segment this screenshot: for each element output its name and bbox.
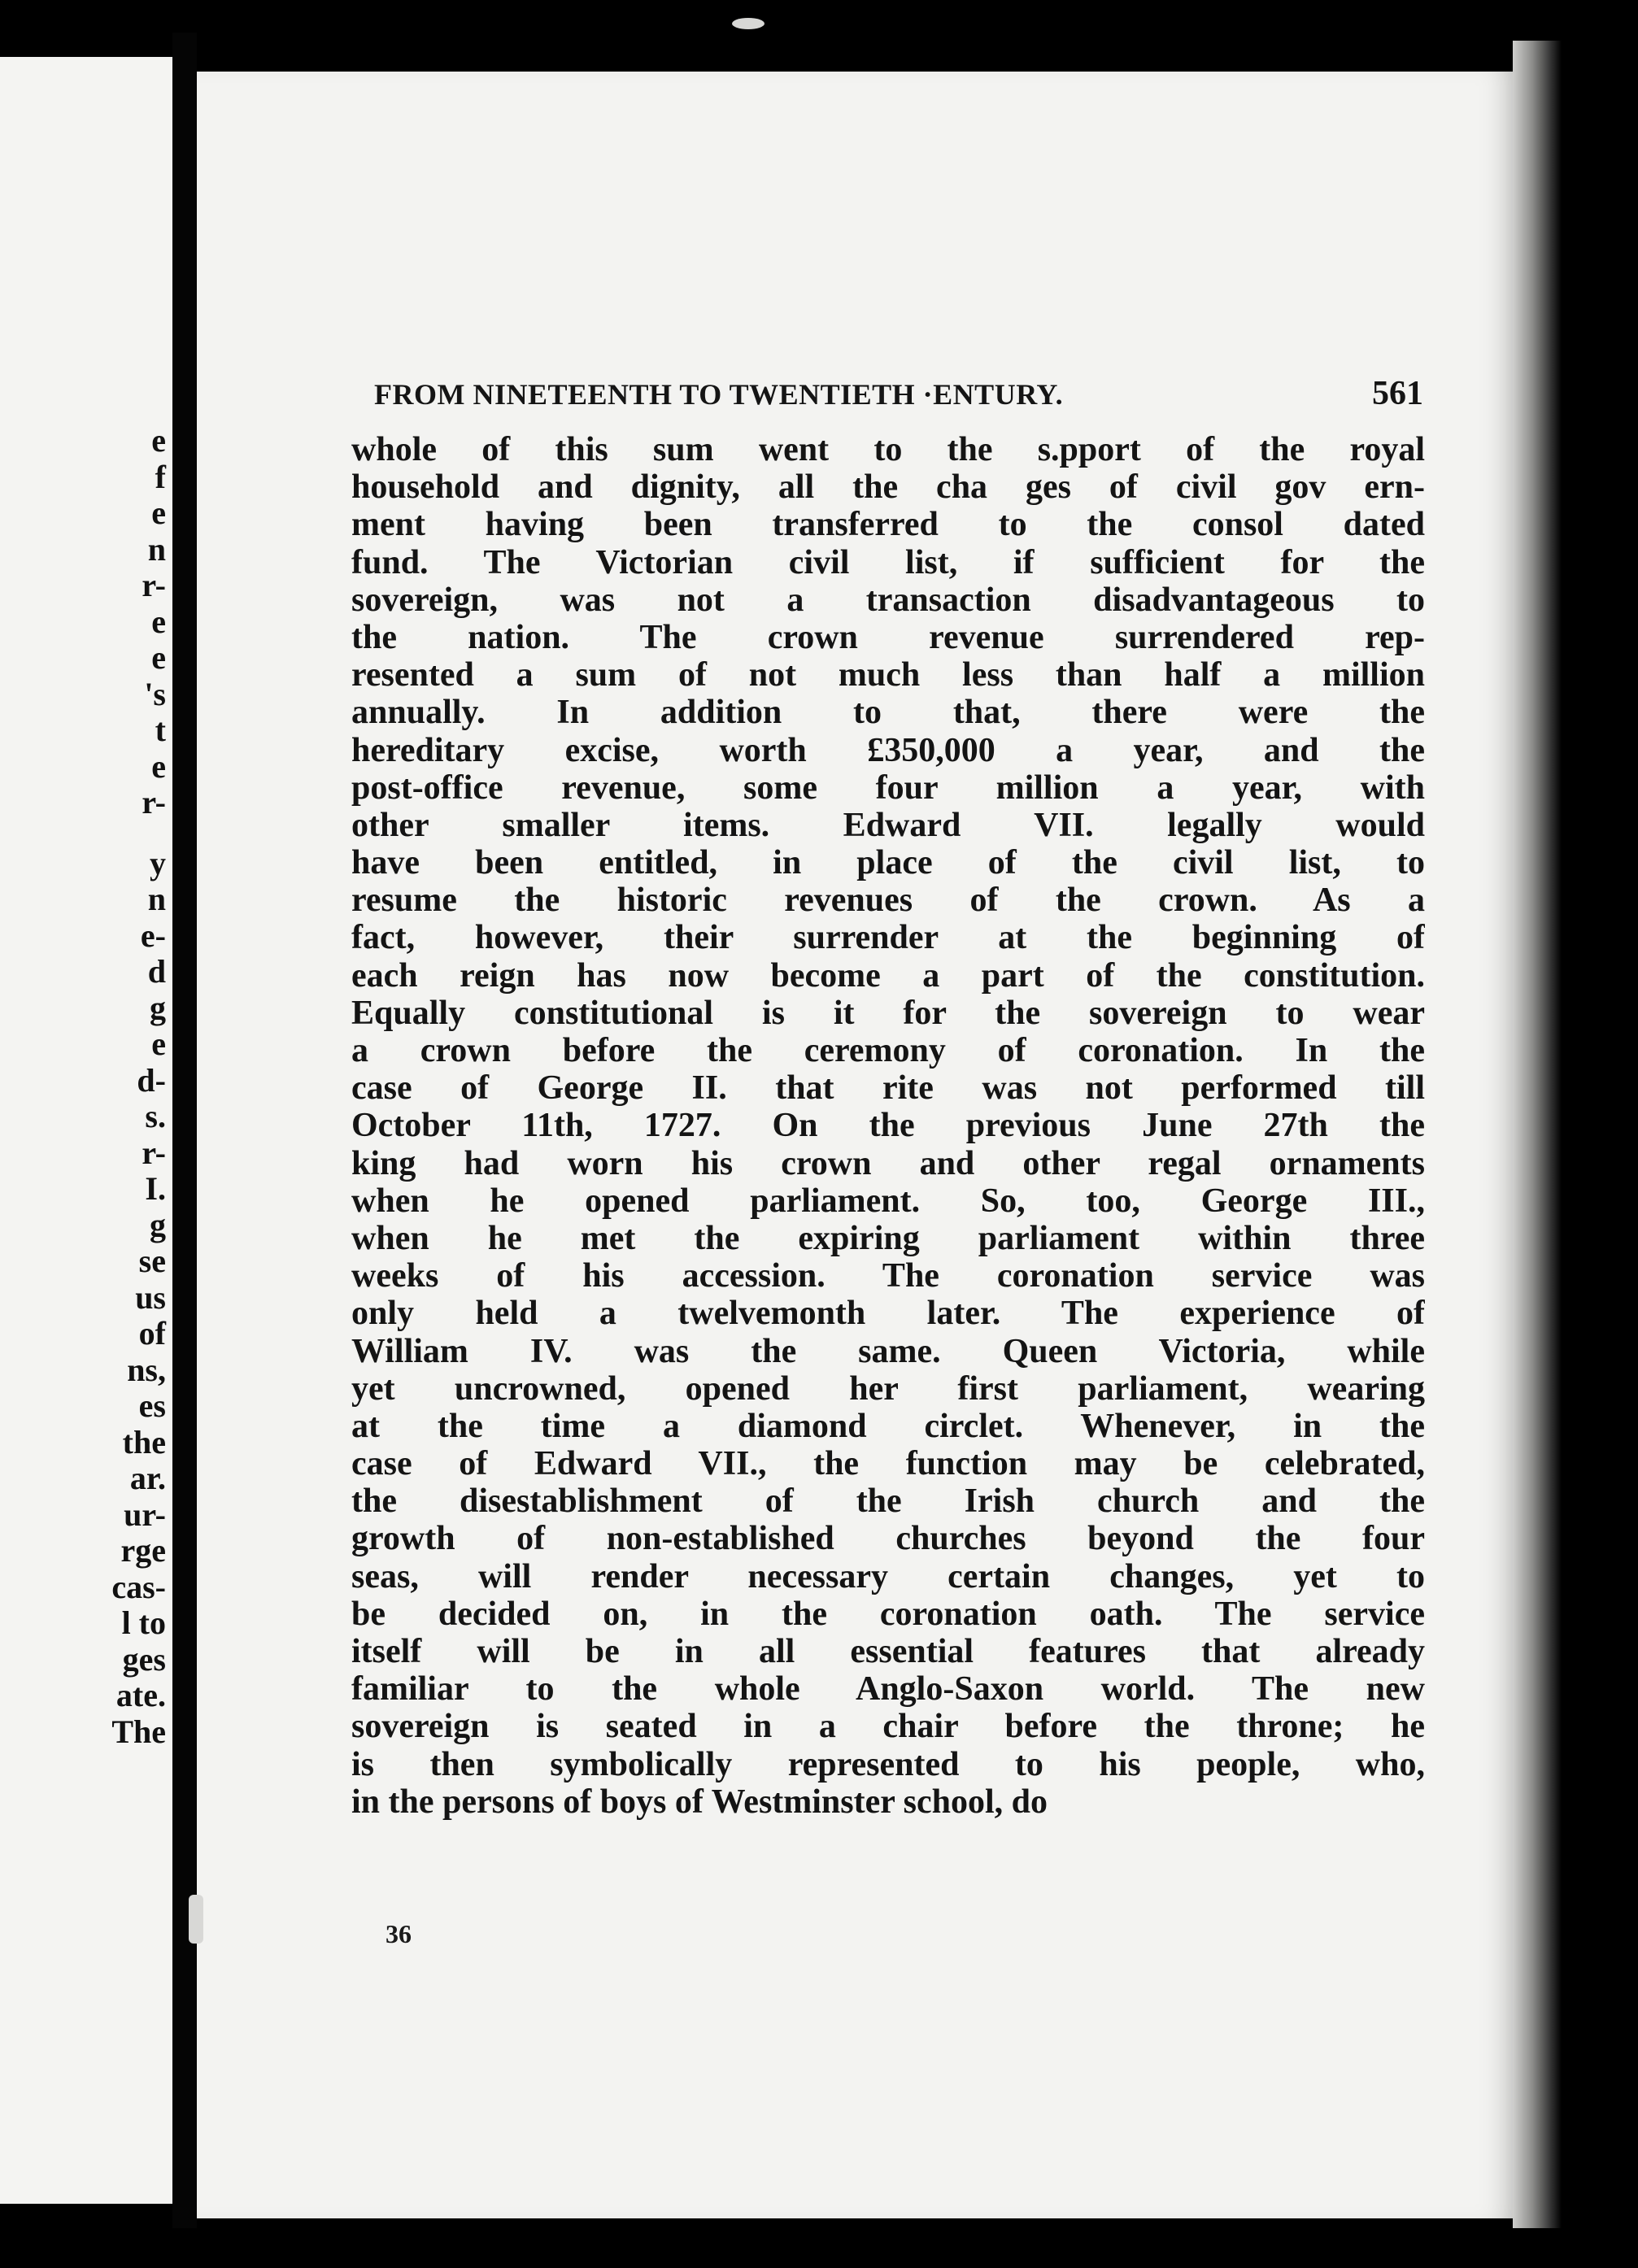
previous-page-fragment-line: ns, — [127, 1351, 166, 1388]
previous-page-fragment-line: ar. — [129, 1460, 166, 1496]
previous-page-fragment-line: of — [138, 1315, 166, 1352]
scan-speck — [732, 18, 765, 29]
text-line: case of George II. that rite was not performed till — [351, 1069, 1425, 1108]
previous-page-fragment-line: rge — [120, 1532, 166, 1569]
text-line: yet uncrowned, opened her first parliament, wearing — [351, 1369, 1425, 1408]
text-line: fund. The Victorian civil list, if sufficient for the — [351, 543, 1425, 581]
previous-page-fragment-line: n — [147, 881, 166, 917]
previous-page-fragment-line: us — [135, 1278, 166, 1316]
text-line: William IV. was the same. Queen Victoria, while — [351, 1332, 1425, 1370]
text-line: familiar to the whole Anglo-Saxon world. The new — [351, 1670, 1425, 1709]
text-line: the nation. The crown revenue surrendered rep- — [351, 618, 1425, 656]
book-page — [197, 72, 1539, 2218]
text-line: fact, however, their surrender at the beginning of — [351, 919, 1425, 957]
previous-page-fragment-line: g — [150, 989, 166, 1026]
running-head — [374, 374, 1423, 413]
previous-page-fragment — [0, 57, 172, 2204]
previous-page-fragment-line: l to — [121, 1604, 166, 1641]
previous-page-fragment-line: ur- — [124, 1495, 166, 1533]
page-number: 561 — [1372, 375, 1423, 412]
text-line: king had worn his crown and other regal ornaments — [351, 1144, 1425, 1182]
text-line: October 11th, 1727. On the previous June 27th the — [351, 1107, 1425, 1145]
text-line: ment having been transferred to the consol dated — [351, 506, 1425, 544]
text-line: when he opened parliament. So, too, George III., — [351, 1182, 1425, 1220]
previous-page-fragment-line: ate. — [115, 1677, 166, 1713]
text-line: growth of non-established churches beyond the four — [351, 1520, 1425, 1558]
text-line: weeks of his accession. The coronation service was — [351, 1257, 1425, 1295]
text-line: household and dignity, all the cha ges of civil gov ern- — [351, 468, 1425, 507]
body-text — [351, 431, 1425, 1821]
text-line: case of Edward VII., the function may be celebrated, — [351, 1445, 1425, 1483]
text-line: have been entitled, in place of the civil list, to — [351, 844, 1425, 882]
previous-page-fragment-line: I. — [145, 1170, 166, 1207]
text-line: be decided on, in the coronation oath. The service — [351, 1595, 1425, 1633]
text-line: resented a sum of not much less than half a million — [351, 656, 1425, 694]
text-line: only held a twelvemonth later. The experience of — [351, 1295, 1425, 1333]
previous-page-fragment-line: e — [151, 1025, 166, 1062]
previous-page-fragment-line: se — [138, 1243, 166, 1279]
signature-mark: 36 — [386, 1919, 412, 1948]
scan-speck — [189, 1895, 203, 1944]
previous-page-fragment-line: n — [147, 530, 166, 568]
previous-page-fragment-line: e — [151, 422, 166, 459]
text-line: Equally constitutional is it for the sovereign to wear — [351, 994, 1425, 1032]
text-line: seas, will render necessary certain changes, yet to — [351, 1557, 1425, 1595]
previous-page-fragment-line: cas- — [111, 1568, 166, 1605]
previous-page-fragment-line: e — [151, 639, 166, 676]
text-line: resume the historic revenues of the crown. As a — [351, 882, 1425, 920]
text-line: is then symbolically represented to his people, who, — [351, 1745, 1425, 1783]
previous-page-fragment-line: e — [151, 747, 166, 785]
previous-page-fragment-line: s. — [145, 1098, 166, 1134]
previous-page-fragment-line: d- — [137, 1061, 166, 1099]
text-line: sovereign is seated in a chair before the throne; he — [351, 1708, 1425, 1746]
previous-page-fragment-line: r- — [142, 1134, 166, 1171]
previous-page-fragment-line: The — [111, 1713, 166, 1750]
previous-page-fragment-line: 's — [144, 675, 166, 712]
text-line: each reign has now become a part of the constitution. — [351, 956, 1425, 995]
text-line: when he met the expiring parliament within three — [351, 1219, 1425, 1257]
text-line: other smaller items. Edward VII. legally would — [351, 806, 1425, 844]
running-head-title: FROM NINETEENTH TO TWENTIETH ·ENTURY. — [374, 378, 1064, 411]
previous-page-fragment-line: e — [151, 494, 166, 531]
previous-page-fragment-line: g — [150, 1206, 166, 1243]
page-edge-shadow — [1513, 41, 1562, 2228]
previous-page-fragment-line: e- — [140, 916, 166, 954]
text-line: sovereign, was not a transaction disadvantageous to — [351, 581, 1425, 619]
text-line: at the time a diamond circlet. Whenever, in the — [351, 1407, 1425, 1445]
text-line: hereditary excise, worth £350,000 a year, and the — [351, 731, 1425, 769]
text-line: whole of this sum went to the s.pport of the royal — [351, 431, 1425, 468]
previous-page-line-endings — [111, 423, 166, 1750]
text-line: in the persons of boys of Westminster school, do — [351, 1783, 1048, 1821]
previous-page-fragment-line: f — [155, 458, 166, 495]
previous-page-fragment-line: t — [155, 712, 166, 748]
previous-page-fragment-line: the — [122, 1423, 166, 1460]
text-line: post-office revenue, some four million a year, with — [351, 768, 1425, 807]
previous-page-fragment-line: e — [151, 603, 166, 640]
text-line: itself will be in all essential features that already — [351, 1633, 1425, 1670]
previous-page-fragment-line: r- — [142, 567, 166, 603]
previous-page-fragment-line: y — [150, 844, 166, 882]
text-line: the disestablishment of the Irish church and the — [351, 1482, 1425, 1521]
previous-page-fragment-line: es — [138, 1387, 166, 1424]
previous-page-fragment-line: r- — [142, 784, 166, 821]
text-line: annually. In addition to that, there were the — [351, 694, 1425, 732]
text-line: a crown before the ceremony of coronation. In the — [351, 1032, 1425, 1069]
previous-page-fragment-line: ges — [122, 1640, 166, 1678]
previous-page-fragment-line: d — [147, 953, 166, 990]
